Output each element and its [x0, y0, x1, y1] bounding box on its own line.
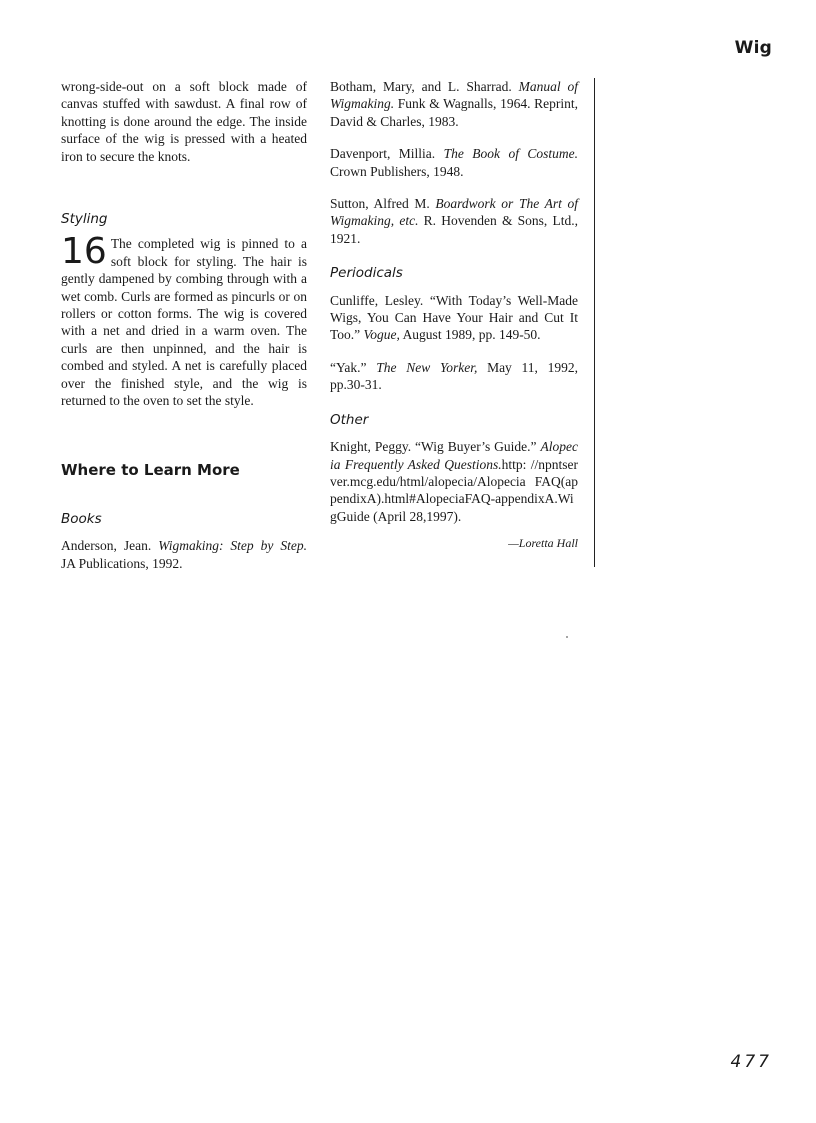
book-anderson: [61, 537, 307, 572]
author-byline: —Loretta Hall: [508, 536, 578, 551]
book-davenport: [330, 145, 578, 180]
book-publisher: JA Publications, 1992.: [61, 555, 183, 571]
where-to-learn-more-heading: Where to Learn More: [61, 460, 240, 479]
periodical-yak: [330, 359, 578, 394]
periodical-cunliffe: [330, 292, 578, 344]
periodical-date: May 11, 1992, pp.30-31.: [330, 359, 579, 393]
book-title: Boardwork or The Art of Wigmaking, etc.: [330, 196, 578, 229]
styling-heading: Styling: [61, 211, 108, 228]
left-column: [61, 78, 307, 572]
periodical-date: August 1989, pp. 149-50.: [402, 327, 541, 343]
article-citation: Cunliffe, Lesley. “With Today’s Well-Made Wigs, You Can Have Your Hair and Cut It Too.”: [330, 292, 578, 343]
print-speck: [566, 636, 568, 638]
article-citation: Knight, Peggy. “Wig Buyer’s Guide.”: [330, 439, 537, 455]
column-rule: [594, 78, 595, 567]
article-citation: “Yak.”: [330, 359, 367, 375]
books-heading: Books: [61, 510, 102, 527]
periodical-title: Vogue,: [363, 327, 400, 343]
book-author: Anderson, Jean.: [61, 538, 152, 554]
book-title: The Book of Costume.: [443, 146, 578, 162]
periodical-title: The New Yorker,: [376, 359, 478, 375]
book-publisher: Crown Publishers, 1948.: [330, 163, 464, 179]
book-author: Sutton, Alfred M.: [330, 196, 430, 212]
step-number: 16: [61, 231, 107, 273]
periodicals-heading: Periodicals: [330, 265, 403, 282]
page-number: 477: [730, 1052, 772, 1072]
book-publisher: Funk & Wagnalls, 1964. Reprint, David & Charles, 1983.: [330, 96, 578, 129]
step-text: The completed wig is pinned to a soft block for styling. The hair is gently dampened by combing through with a wet comb. Curls are formed as pincurls or on rollers or cotton forms. The wig is covered with a net and dried in a warm oven. The curls are then unpinned, and the hair is combed and styled. A net is carefully placed over the finished style, and the wig is returned to the oven to set the style.: [61, 236, 307, 409]
book-sutton: [330, 195, 578, 247]
book-author: Botham, Mary, and L. Sharrad.: [330, 79, 512, 94]
other-heading: Other: [330, 411, 369, 428]
step-16-paragraph: [61, 231, 307, 409]
book-title: Wigmaking: Step by Step.: [158, 538, 307, 554]
book-botham: [330, 78, 578, 130]
book-author: Davenport, Millia.: [330, 146, 436, 162]
other-knight: [330, 438, 578, 525]
intro-paragraph: wrong-side-out on a soft block made of canvas stuffed with sawdust. A final row of knotting is done around the edge. The inside surface of the wig is pressed with a heated iron to secure the knots.: [61, 79, 307, 164]
book-title: Manual of Wigmaking.: [330, 79, 578, 112]
source-title: Alopecia Frequently Asked Questions.: [330, 439, 578, 472]
book-publisher: R. Hovenden & Sons, Ltd., 1921.: [330, 213, 579, 246]
running-head: Wig: [734, 38, 772, 58]
right-column: [330, 78, 578, 553]
source-url: http: //npntserver.mcg.edu/html/alopecia/Alopecia FAQ(appendixA).html#AlopeciaFAQ-appendixA.WigGuide (April 28,1997).: [330, 456, 579, 524]
